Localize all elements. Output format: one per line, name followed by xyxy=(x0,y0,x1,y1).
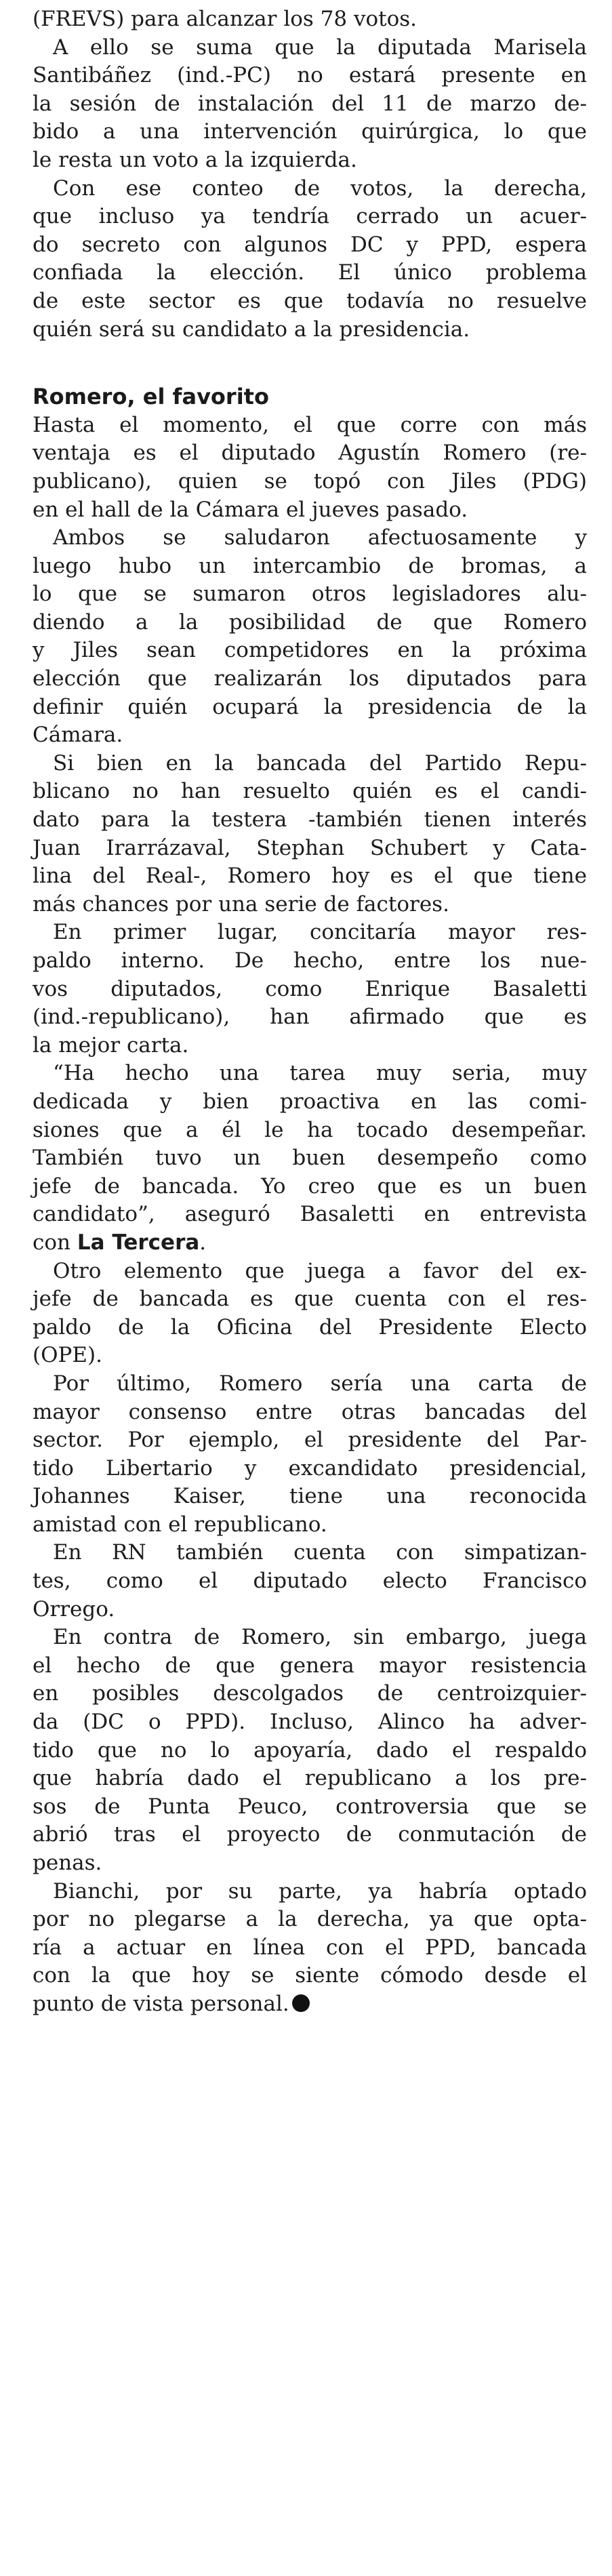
text-line: Johannes Kaiser, tiene una reconocida xyxy=(33,1484,587,1509)
text-line: En primer lugar, concitaría mayor res- xyxy=(53,920,587,945)
paragraph xyxy=(33,1539,587,1624)
end-of-article-icon xyxy=(292,1994,310,2012)
text-line: blicano no han resuelto quién es el candi- xyxy=(33,779,587,804)
text-line: A ello se suma que la diputada Marisela xyxy=(53,35,587,60)
text-line: el hecho de que genera mayor resistencia xyxy=(33,1653,587,1678)
text-line: lina del Real-, Romero hoy es el que tiene xyxy=(33,864,587,889)
text-line: definir quién ocupará la presidencia de la xyxy=(33,694,587,719)
text-line: paldo interno. De hecho, entre los nue- xyxy=(33,948,587,973)
text-line: Hasta el momento, el que corre con más xyxy=(33,412,587,437)
text-line: publicano), quien se topó con Jiles (PDG) xyxy=(33,468,587,494)
text-line: punto de vista personal. xyxy=(33,1990,587,2019)
text-line: Con ese conteo de votos, la derecha, xyxy=(53,176,587,201)
text-line: que habría dado el republicano a los pre- xyxy=(33,1766,587,1791)
text-line: en el hall de la Cámara el jueves pasado. xyxy=(33,497,468,522)
article-body-bottom xyxy=(33,411,587,2019)
text-line: tido Libertario y excandidato presidencial, xyxy=(33,1455,587,1481)
text-line: la sesión de instalación del 11 de marzo de- xyxy=(33,91,587,116)
article-column xyxy=(33,5,587,2019)
paragraph xyxy=(33,34,587,175)
text-line: con la que hoy se siente cómodo desde el xyxy=(33,1963,587,1988)
paragraph xyxy=(33,524,587,750)
paragraph xyxy=(33,1257,587,1370)
paragraph xyxy=(33,1624,587,1877)
text-line: vos diputados, como Enrique Basaletti xyxy=(33,976,587,1001)
text-line: paldo de la Oficina del Presidente Electo xyxy=(33,1314,587,1340)
text-line: diendo a la posibilidad de que Romero xyxy=(33,609,587,635)
text-line: jefe de bancada. Yo creo que es un buen xyxy=(33,1173,587,1199)
text-line: dato para la testera -también tienen interés xyxy=(33,807,587,832)
text-line: elección que realizarán los diputados para xyxy=(33,666,587,691)
paragraph xyxy=(33,1060,587,1257)
paragraph xyxy=(33,1878,587,2019)
newspaper-name: La Tercera xyxy=(77,1230,200,1255)
text-line: lo que se sumaron otros legisladores alu- xyxy=(33,582,587,607)
text-line: Cámara. xyxy=(33,723,123,748)
text-line: y Jiles sean competidores en la próxima xyxy=(33,638,587,663)
text-line: Por último, Romero sería una carta de xyxy=(53,1371,587,1396)
text-line: (FREVS) para alcanzar los 78 votos. xyxy=(33,7,417,31)
text-line: En RN también cuenta con simpatizan- xyxy=(53,1540,587,1565)
text-line: Juan Irarrázaval, Stephan Schubert y Cata- xyxy=(33,835,587,860)
text-line: Bianchi, por su parte, ya habría optado xyxy=(53,1878,587,1904)
text-line: luego hubo un intercambio de bromas, a xyxy=(33,553,587,578)
paragraph xyxy=(33,175,587,344)
text-line: que incluso ya tendría cerrado un acuer- xyxy=(33,204,587,229)
text-line: amistad con el republicano. xyxy=(33,1512,327,1537)
text-line: ventaja es el diputado Agustín Romero (re- xyxy=(33,441,587,466)
text-line: abrió tras el proyecto de conmutación de xyxy=(33,1822,587,1847)
text-line: Ambos se saludaron afectuosamente y xyxy=(53,525,587,550)
text-line: (ind.-republicano), han afirmado que es xyxy=(33,1005,587,1030)
text-line: sector. Por ejemplo, el presidente del Par- xyxy=(33,1428,587,1453)
text-line: candidato”, aseguró Basaletti en entrevista xyxy=(33,1202,587,1227)
paragraph xyxy=(33,5,587,34)
text-line: do secreto con algunos DC y PPD, espera xyxy=(33,232,587,257)
paragraph xyxy=(33,411,587,524)
text-line: Santibáñez (ind.-PC) no estará presente en xyxy=(33,63,587,88)
paragraph xyxy=(33,919,587,1060)
text-line: da (DC o PPD). Incluso, Alinco ha adver- xyxy=(33,1710,587,1735)
text-line: “Ha hecho una tarea muy seria, muy xyxy=(53,1061,587,1086)
text-line: Otro elemento que juega a favor del ex- xyxy=(53,1258,587,1283)
paragraph xyxy=(33,750,587,919)
text-line: dedicada y bien proactiva en las comi- xyxy=(33,1089,587,1114)
section-gap xyxy=(33,344,587,383)
article-body-top xyxy=(33,5,587,344)
text-line: sos de Punta Peuco, controversia que se xyxy=(33,1794,587,1819)
text-line: confiada la elección. El único problema xyxy=(33,260,587,285)
text-fragment: . xyxy=(199,1230,207,1255)
text-line: la mejor carta. xyxy=(33,1032,189,1058)
text-line: mayor consenso entre otras bancadas del xyxy=(33,1399,587,1424)
text-line: en posibles descolgados de centroizquier- xyxy=(33,1681,587,1706)
text-line: En contra de Romero, sin embargo, juega xyxy=(53,1625,587,1650)
text-line: También tuvo un buen desempeño como xyxy=(33,1146,587,1171)
text-line: ría a actuar en línea con el PPD, bancada xyxy=(33,1935,587,1960)
text-fragment: con xyxy=(33,1230,77,1255)
text-line: quién será su candidato a la presidencia. xyxy=(33,317,470,342)
section-heading: Romero, el favorito xyxy=(33,384,269,410)
text-line: jefe de bancada es que cuenta con el res- xyxy=(33,1287,587,1312)
paragraph xyxy=(33,1370,587,1539)
text-line: siones que a él le ha tocado desempeñar. xyxy=(33,1117,587,1142)
text-line: Si bien en la bancada del Partido Repu- xyxy=(53,750,587,776)
text-line: más chances por una serie de factores. xyxy=(33,891,449,917)
text-line: bido a una intervención quirúrgica, lo que xyxy=(33,119,587,144)
text-line: de este sector es que todavía no resuelve xyxy=(33,288,587,313)
text-line: por no plegarse a la derecha, ya que opta- xyxy=(33,1907,587,1932)
text-line: Orrego. xyxy=(33,1596,115,1622)
text-line: penas. xyxy=(33,1851,102,1875)
text-line: le resta un voto a la izquierda. xyxy=(33,147,357,172)
text-line: tido que no lo apoyaría, dado el respaldo xyxy=(33,1737,587,1763)
text-line xyxy=(33,1229,587,1257)
text-line: tes, como el diputado electo Francisco xyxy=(33,1569,587,1594)
text-line: (OPE). xyxy=(33,1343,102,1368)
